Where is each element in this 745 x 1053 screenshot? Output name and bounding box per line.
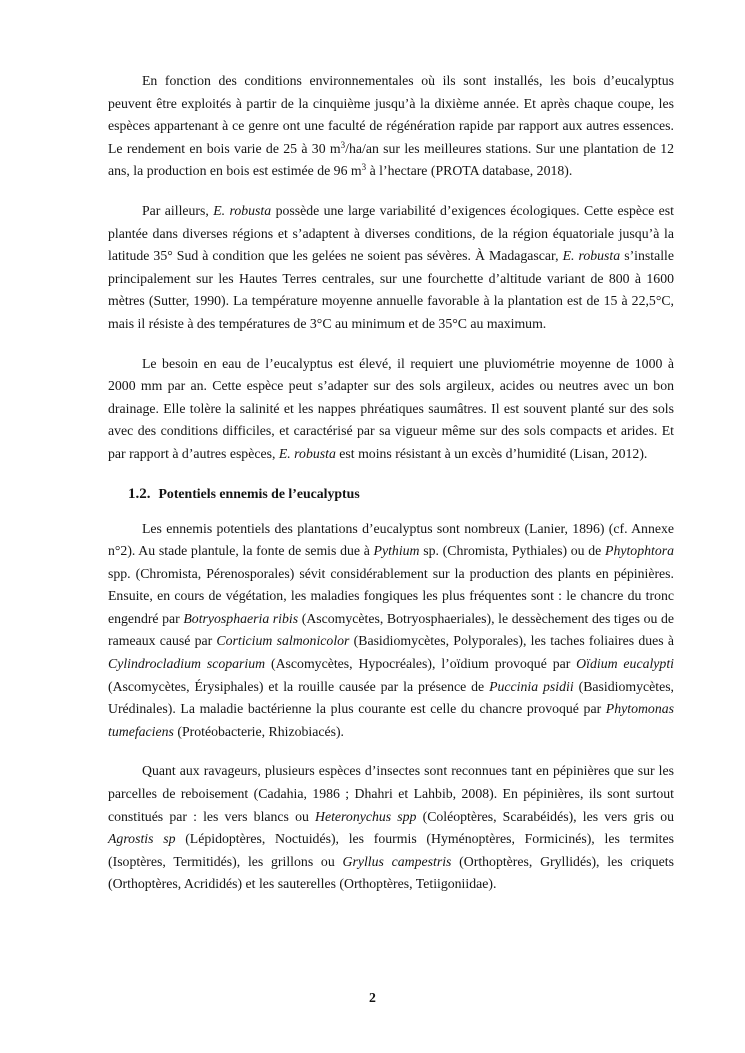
page-content (108, 70, 674, 913)
species-name: E. robusta (213, 202, 272, 218)
text-run: à l’hectare (PROTA database, 2018). (366, 163, 573, 179)
species-name: Oïdium eucalypti (576, 656, 674, 672)
text-run: (Basidiomycètes, Urédinales). La maladie bactérienne la plus courante est celle du chancre provoqué par (108, 678, 675, 717)
text-run: Par ailleurs, (142, 202, 214, 218)
species-name: Agrostis sp (108, 831, 176, 847)
text-run: (Lépidoptères, Noctuidés), les fourmis (Hyménoptères, Formicinés), les termites (Isoptères, Termitidés), les grillons ou (108, 831, 674, 869)
paragraph-4 (108, 518, 674, 744)
page-number: 2 (369, 990, 376, 1005)
species-name: Heteronychus spp (315, 808, 417, 824)
text-run: possède une large variabilité d’exigences écologiques. Cette espèce est plantée dans diverses régions et s’adaptent à diverses conditions, de la région équatoriale jusqu’à la latitude 35° Sud à condition que les gelées ne soient pas sévères. À Madagascar, (108, 202, 674, 264)
text-run: (Coléoptères, Scarabéidés), les vers gris ou (416, 808, 675, 824)
text-run: (Ascomycètes, Botryosphaeriales), le dessèchement des tiges ou de rameaux causé par (108, 610, 675, 649)
text-run: En fonction des conditions environnementales où ils sont installés, les bois d’eucalyptus peuvent être exploités à partir de la cinquième jusqu’à la dixième année. Et après chaque coupe, les espèces appartenant à ce genre ont une faculté de régénération rapide par rapport aux autres essences. Le rendement en bois varie de 25 à 30 m (108, 73, 674, 156)
section-number: 1.2. (128, 485, 151, 502)
text-run: /ha/an sur les meilleures stations. Sur une plantation de 12 ans, la production en bois est estimée de 96 m (108, 140, 674, 179)
section-title: Potentiels ennemis de l’eucalyptus (158, 485, 360, 501)
paragraph-5 (108, 760, 674, 896)
text-run: est moins résistant à un excès d’humidité (Lisan, 2012). (335, 445, 648, 461)
species-name: Phytophtora (605, 543, 674, 559)
text-run: (Orthoptères, Gryllidés), les criquets (Orthoptères, Acrididés) et les sauterelles (Orthoptères, Tetiigoniidae). (108, 853, 674, 892)
text-run: Les ennemis potentiels des plantations d’eucalyptus sont nombreux (Lanier, 1896) (cf. Annexe n°2). Au stade plantule, la fonte de semis due à (108, 520, 674, 559)
species-name: Phytomonas tumefaciens (108, 701, 674, 739)
text-run: (Ascomycètes, Hypocréales), l’oïdium provoqué par (265, 656, 577, 672)
text-run: (Protéobacterie, Rhizobiacés). (173, 723, 344, 739)
paragraph-3 (108, 353, 674, 466)
species-name: Botryosphaeria ribis (183, 610, 299, 626)
superscript: 3 (340, 139, 346, 150)
text-run: (Basidiomycètes, Polyporales), les taches foliaires dues à (349, 633, 674, 649)
text-run: sp. (Chromista, Pythiales) ou de (419, 543, 606, 559)
paragraph-1 (108, 70, 674, 183)
paragraph-2 (108, 200, 674, 336)
species-name: E. robusta (278, 445, 336, 461)
text-run: spp. (Chromista, Pérenosporales) sévit considérablement sur la production des plants en pépinières. Ensuite, en cours de végétation, les maladies fongiques les plus fréquentes sont : le chancre du tronc engendré par (108, 565, 674, 626)
species-name: E. robusta (562, 248, 621, 264)
section-heading (128, 483, 674, 505)
text-run: (Ascomycètes, Érysiphales) et la rouille causée par la présence de (108, 678, 490, 694)
species-name: Cylindrocladium scoparium (108, 656, 266, 672)
species-name: Puccinia psidii (489, 678, 574, 694)
species-name: Corticium salmonicolor (216, 633, 350, 649)
text-run: Quant aux ravageurs, plusieurs espèces d’insectes sont reconnues tant en pépinières que sur les parcelles de reboisement (Cadahia, 1986 ; Dhahri et Lahbib, 2008). En pépinières, ils sont surtout constitués par : les vers blancs ou (108, 763, 674, 824)
species-name: Pythium (373, 543, 420, 559)
text-run: s’installe principalement sur les Hautes Terres centrales, sur une fourchette d’altitude variant de 800 à 1600 mètres (Sutter, 1990). La température moyenne annuelle favorable à la plantation est de 15 à 22,5°C, mais il résiste à des températures de 3°C au minimum et de 35°C au maximum. (108, 248, 675, 331)
species-name: Gryllus campestris (342, 853, 452, 869)
superscript: 3 (361, 162, 367, 173)
text-run: Le besoin en eau de l’eucalyptus est élevé, il requiert une pluviométrie moyenne de 1000 à 2000 mm par an. Cette espèce peut s’adapter sur des sols argileux, acides ou neutres avec un bon drainage. Elle tolère la salinité et les nappes phréatiques saumâtres. Il est souvent planté sur des sols avec des conditions difficiles, et caractérisé par sa vigueur même sur des sols compacts et arides. Et par rapport à d’autres espèces, (108, 355, 674, 461)
